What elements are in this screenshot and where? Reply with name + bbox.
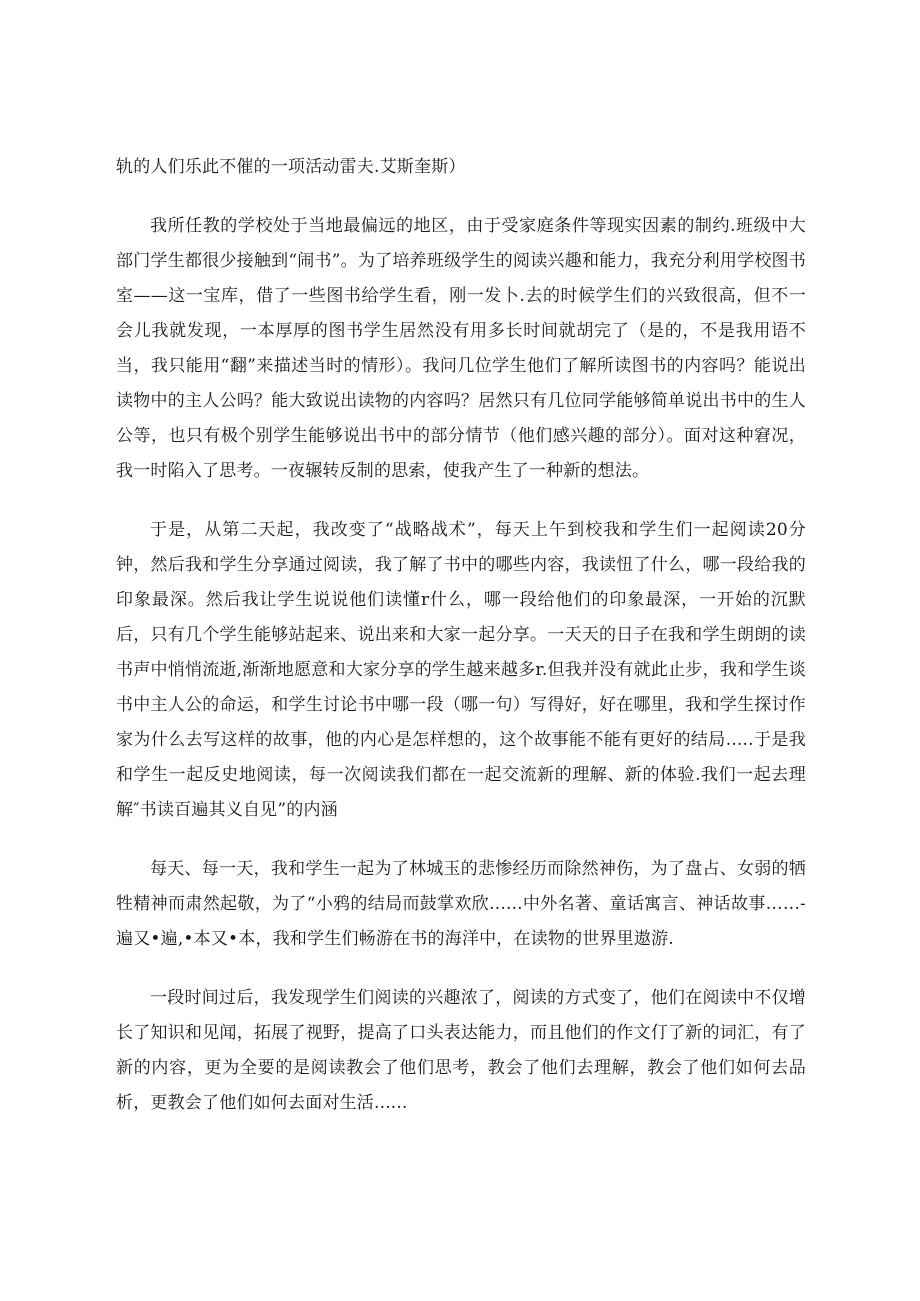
paragraph-school-background: 我所任教的学校处于当地最偏远的地区，由于受家庭条件等现实因素的制约.班级中大部门学生都很少接触到“闹书”。为了培养班级学生的阅读兴趣和能力，我充分利用学校图书室——这一宝库，借了一些图书给学生看，刚一发卜.去的时候学生们的兴致很高，但不一会儿我就发现，一本厚厚的图书学生居然没有用多长时间就胡完了（是的，不是我用语不当，我只能用“翻”来描述当时的情形）。我问几位学生他们了解所读图书的内容吗？能说出读物中的主人公吗？能大致说出读物的内容吗？居然只有几位同学能够简单说出书中的生人公等，也只有极个别学生能够说出书中的部分情节（他们感兴趣的部分）。面对这种窘况，我一时陷入了思考。一夜辗转反制的思索，使我产生了一种新的想法。 (116, 216, 806, 481)
paragraph-strategy-change: 于是，从第二天起，我改变了“战略战术”，每天上午到校我和学生们一起阅读20分钟，然后我和学生分享通过阅读，我了解了书中的哪些内容，我读忸了什么，哪一段给我的印象最深。然后我让学生说说他们读懂r什么，哪一段给他们的印象最深，一开始的沉默后，只有几个学生能够站起来、说出来和大家一起分享。一天天的日子在我和学生朗朗的读书声中悄悄流逝,渐渐地愿意和大家分享的学生越来越多r.但我并没有就此止步，我和学生谈书中主人公的命运，和学生讨论书中哪一段（哪一句）写得好，好在哪里，我和学生探讨作家为什么去写这样的故事，他的内心是怎样想的，这个故事能不能有更好的结局.....于是我和学生一起反史地阅读，每一次阅读我们都在一起交流新的理解、新的体验.我们一起去理解″书读百遍其义自见”的内涵 (116, 520, 806, 820)
document-page (116, 150, 806, 1121)
paragraph-continued: 轨的人们乐此不催的一项活动雷夫.艾斯奎斯） (116, 157, 466, 177)
paragraph-results: 一段时间过后，我发现学生们阅读的兴趣浓了，阅读的方式变了，他们在阅读中不仅增长了知识和见闻，拓展了视野，提高了口头表达能力，而且他们的作文仃了新的词汇，有了新的内容，更为全要的是阅读教会了他们思考，教会了他们去理解，教会了他们如何去品析，更教会了他们如何去面对生活...... (116, 988, 806, 1113)
paragraph-daily-reading: 每天、每一天，我和学生一起为了林城玉的悲惨经历而除然神伤，为了盘占、女弱的牺牲精神而肃然起敬，为了“小鸦的结局而鼓掌欢欣......中外名著、童话寓言、神话故事……-遍又•遍,•本又•本，我和学生们畅游在书的海洋中，在读物的世界里遨游. (116, 859, 806, 949)
